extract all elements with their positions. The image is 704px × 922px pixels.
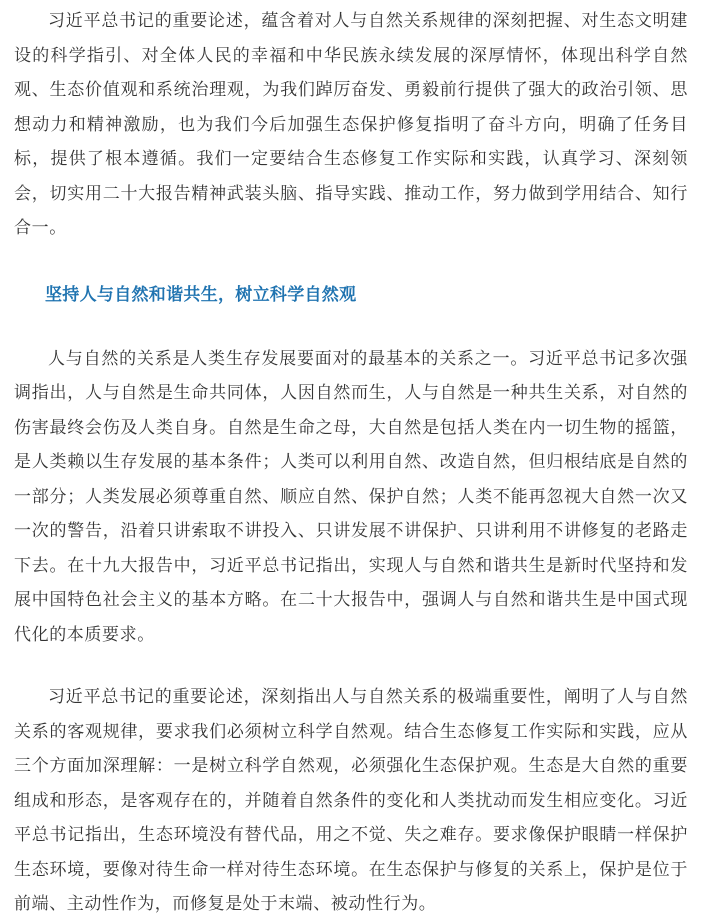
- section-heading: 坚持人与自然和谐共生，树立科学自然观: [45, 284, 357, 305]
- paragraph-natural-view: 习近平总书记的重要论述，深刻指出人与自然关系的极端重要性，阐明了人与自然关系的客观规律，要求我们必须树立科学自然观。结合生态修复工作实际和实践，应从三个方面加深理解：一是树立科学自然观，必须强化生态保护观。生态是大自然的重要组成和形态，是客观存在的，并随着自然条件的变化和人类扰动而发生相应变化。习近平总书记指出，生态环境没有替代品，用之不觉、失之难存。要求像保护眼睛一样保护生态环境，要像对待生命一样对待生态环境。在生态保护与修复的关系上，保护是位于前端、主动性作为，而修复是处于末端、被动性行为。: [14, 687, 688, 914]
- paragraph-relationship: 人与自然的关系是人类生存发展要面对的最基本的关系之一。习近平总书记多次强调指出，人与自然是生命共同体，人因自然而生，人与自然是一种共生关系，对自然的伤害最终会伤及人类自身。自然是生命之母，大自然是包括人类在内一切生物的摇篮，是人类赖以生存发展的基本条件；人类可以利用自然、改造自然，但归根结底是自然的一部分；人类发展必须尊重自然、顺应自然、保护自然；人类不能再忽视大自然一次又一次的警告，沿着只讲索取不讲投入、只讲发展不讲保护、只讲利用不讲修复的老路走下去。在十九大报告中，习近平总书记指出，实现人与自然和谐共生是新时代坚持和发展中国特色社会主义的基本方略。在二十大报告中，强调人与自然和谐共生是中国式现代化的本质要求。: [14, 348, 688, 645]
- article-body: [0, 4, 704, 922]
- paragraph-intro: 习近平总书记的重要论述，蕴含着对人与自然关系规律的深刻把握、对生态文明建设的科学指引、对全体人民的幸福和中华民族永续发展的深厚情怀，体现出科学自然观、生态价值观和系统治理观，为我们踔厉奋发、勇毅前行提供了强大的政治引领、思想动力和精神激励，也为我们今后加强生态保护修复指明了奋斗方向，明确了任务目标，提供了根本遵循。我们一定要结合生态修复工作实际和实践，认真学习、深刻领会，切实用二十大报告精神武装头脑、指导实践、推动工作，努力做到学用结合、知行合一。: [14, 11, 688, 238]
